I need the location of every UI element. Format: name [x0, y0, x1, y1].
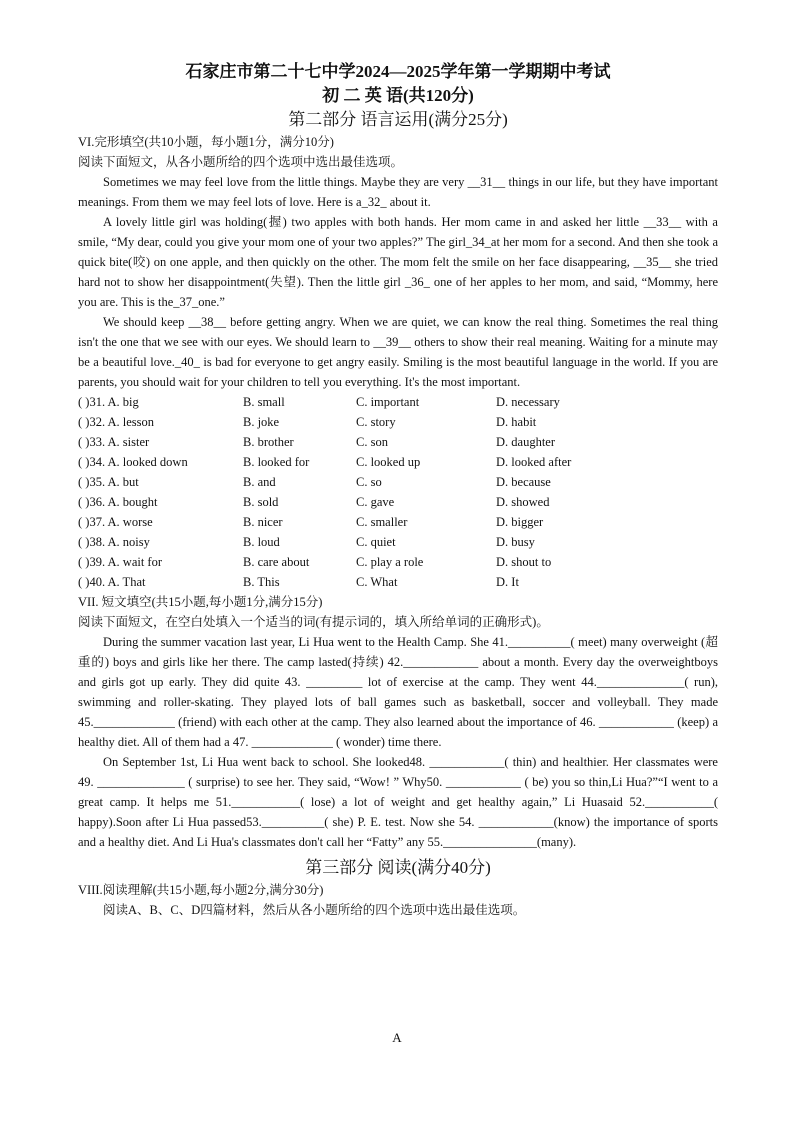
cloze-question-row [78, 472, 571, 492]
question-option-b: B. sold [243, 495, 279, 509]
cloze-question-row [78, 572, 571, 592]
question-option-c: C. quiet [356, 535, 396, 549]
question-option-a: ( )34. A. looked down [78, 455, 188, 469]
question-option-d: D. looked after [496, 455, 572, 469]
question-option-b: B. nicer [243, 515, 283, 529]
cloze-heading: VI.完形填空(共10小题，每小题1分，满分10分) [78, 135, 334, 149]
question-option-b: B. care about [243, 555, 310, 569]
cloze-question-row [78, 492, 571, 512]
fill-instruction: 阅读下面短文，在空白处填入一个适当的词(有提示词的，填入所给单词的正确形式)。 [78, 615, 549, 629]
question-option-a: ( )37. A. worse [78, 515, 153, 529]
reading-heading: VIII.阅读理解(共15小题,每小题2分,满分30分) [78, 883, 324, 897]
question-option-d: D. necessary [496, 395, 560, 409]
question-option-c: C. son [356, 435, 388, 449]
question-option-d: D. shout to [496, 555, 552, 569]
cloze-instruction: 阅读下面短文，从各小题所给的四个选项中选出最佳选项。 [78, 155, 404, 169]
cloze-paragraph-2: A lovely little girl was holding(握) two apples with both hands. Her mom came in and asked her little __33__ with a smile, “My dear, could you give your mom one of your two apples?” The girl_34_at her mom for a second. And then she took a quick bite(咬) on one apple, and then quickly on the other. The mom felt the smile on her face disappearing, __35__ she tried hard not to show her disappointment(失望). Then the little girl _36_ one of her apples to her mom, and said, “Mommy, here you are. This is the_37_one.” [78, 215, 718, 309]
question-option-a: ( )36. A. bought [78, 495, 158, 509]
question-option-a: ( )32. A. lesson [78, 415, 155, 429]
question-option-a: ( )35. A. but [78, 475, 139, 489]
question-option-b: B. small [243, 395, 285, 409]
question-option-b: B. joke [243, 415, 280, 429]
exam-page [78, 60, 718, 920]
question-option-b: B. loud [243, 535, 280, 549]
part3-title: 第三部分 阅读(满分40分) [305, 858, 491, 877]
question-option-c: C. gave [356, 495, 395, 509]
question-option-b: B. and [243, 475, 276, 489]
question-option-d: D. because [496, 475, 551, 489]
cloze-question-row [78, 532, 571, 552]
question-option-c: C. important [356, 395, 420, 409]
question-option-d: D. It [496, 575, 519, 589]
part2-title: 第二部分 语言运用(满分25分) [288, 110, 508, 129]
question-option-d: D. habit [496, 415, 537, 429]
question-option-d: D. daughter [496, 435, 556, 449]
fill-paragraph-1: During the summer vacation last year, Li Hua went to the Health Camp. She 41.__________( meet) many overweight (超重的) boys and girls like her there. The camp lasted(持续) 42.____________ about a month. Every day the overweightboys and girls got up early. They did quite 43. _________ lot of exercise at the camp. They went 44.______________( run), swimming and roller-skating. They played lots of ball games such as basketball, soccer and volleyball. They made 45._____________ (friend) with each other at the camp. They also learned about the importance of 46. ____________ (keep) a healthy diet. All of them had a 47. _____________ ( wonder) time there. [78, 635, 718, 749]
question-option-a: ( )40. A. That [78, 575, 146, 589]
question-option-d: D. busy [496, 535, 535, 549]
question-option-d: D. bigger [496, 515, 544, 529]
cloze-question-row [78, 452, 571, 472]
cloze-question-row [78, 552, 571, 572]
question-option-b: B. brother [243, 435, 294, 449]
question-option-b: B. This [243, 575, 280, 589]
cloze-paragraph-1: Sometimes we may feel love from the little things. Maybe they are very __31__ things in our life, but they have important meanings. From them we may feel lots of love. Here is a_32_ about it. [78, 175, 718, 209]
question-option-c: C. smaller [356, 515, 408, 529]
fill-heading: VII. 短文填空(共15小题,每小题1分,满分15分) [78, 595, 323, 609]
question-option-d: D. showed [496, 495, 550, 509]
question-option-c: C. story [356, 415, 396, 429]
exam-subtitle: 初 二 英 语(共120分) [322, 86, 474, 105]
question-option-a: ( )39. A. wait for [78, 555, 163, 569]
question-option-a: ( )33. A. sister [78, 435, 150, 449]
question-option-a: ( )31. A. big [78, 395, 139, 409]
cloze-question-row [78, 512, 571, 532]
question-option-b: B. looked for [243, 455, 310, 469]
question-option-c: C. play a role [356, 555, 424, 569]
question-option-a: ( )38. A. noisy [78, 535, 150, 549]
cloze-question-row [78, 412, 571, 432]
question-option-c: C. What [356, 575, 398, 589]
exam-title: 石家庄市第二十七中学2024—2025学年第一学期期中考试 [185, 62, 611, 81]
page-letter: A [392, 1030, 402, 1045]
cloze-paragraph-3: We should keep __38__ before getting angry. When we are quiet, we can know the real thing. Sometimes the real thing isn't the one that we see with our eyes. We should learn to __39__ others to show their real meaning. Waiting for a minute may be a beautiful love._40_ is bad for everyone to get angry easily. Smiling is the most beautiful language in the world. If you are parents, you should wait for your children to tell you everything. It's the most important. [78, 315, 718, 389]
question-option-c: C. so [356, 475, 382, 489]
question-option-c: C. looked up [356, 455, 421, 469]
cloze-question-row [78, 392, 571, 412]
cloze-options-table [78, 392, 571, 592]
cloze-question-row [78, 432, 571, 452]
fill-paragraph-2: On September 1st, Li Hua went back to school. She looked48. ____________( thin) and healthier. Her classmates were 49. ______________ ( surprise) to see her. They said, “Wow! ” Why50. ____________ ( be) you so thin,Li Hua?”“I went to a great camp. It helps me 51.___________( lose) a lot of weight and get healthy again,” Li Huasaid 52.___________( happy).Soon after Li Hua passed53.__________( she) P. E. test. Now she 54. ____________(know) the importance of sports and a healthy diet. And Li Hua's classmates don't call her “Fatty” any 55._______________(many). [78, 755, 718, 849]
reading-instruction: 阅读A、B、C、D四篇材料，然后从各小题所给的四个选项中选出最佳选项。 [103, 903, 526, 917]
